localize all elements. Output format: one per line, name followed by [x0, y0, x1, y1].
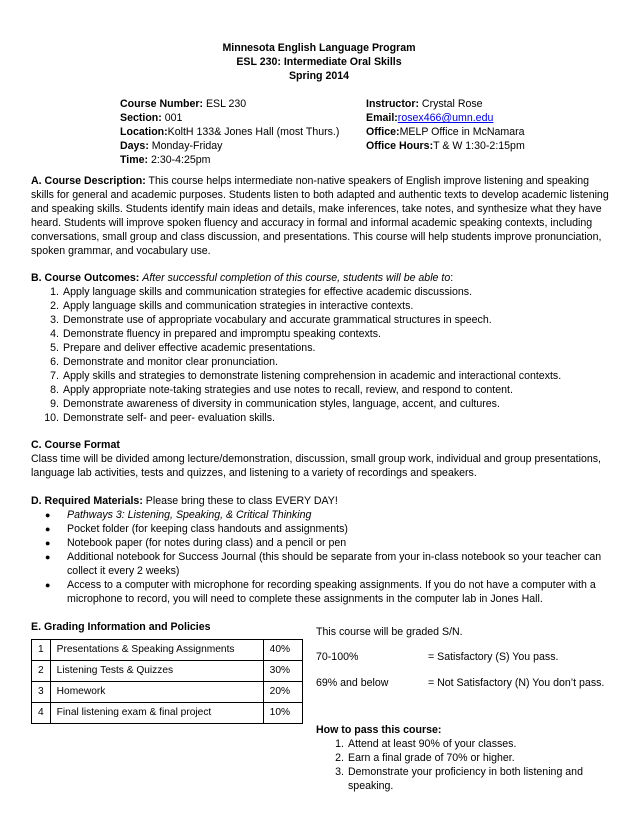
- grade-range-pass: 70-100%: [316, 651, 359, 663]
- bullet-icon: ●: [45, 524, 51, 534]
- how-to-pass-title: How to pass this course:: [316, 724, 442, 736]
- required-materials: [31, 494, 611, 606]
- list-item: 4. Demonstrate fluency in prepared and impromptu speaking contexts.: [50, 328, 381, 340]
- section-e-title: E. Grading Information and Policies: [31, 621, 211, 633]
- how-to-pass: [316, 723, 616, 793]
- bullet-icon: ●: [45, 552, 51, 562]
- bullet-icon: ●: [45, 538, 51, 548]
- grading-table: [31, 639, 303, 724]
- section-b-title: B. Course Outcomes:: [31, 272, 140, 284]
- term-title: Spring 2014: [288, 70, 350, 82]
- list-item: ● Notebook paper (for notes during class) and a pencil or pen: [45, 537, 347, 549]
- list-item: 3. Demonstrate use of appropriate vocabulary and accurate grammatical structures in speech.: [50, 314, 492, 326]
- course-outcomes: [31, 271, 611, 425]
- email-link[interactable]: rosex466@umn.edu: [397, 112, 494, 124]
- section-c-text: Class time will be divided among lecture/demonstration, discussion, small group work, individual and group presentations, language lab activities, tests and quizzes, and listening to a variety of recordings and speakers.: [31, 453, 601, 479]
- section-a-title: A. Course Description:: [31, 175, 146, 187]
- section-b-intro: After successful completion of this course, students will be able to: [142, 272, 451, 284]
- grade-result-fail: = Not Satisfactory (N) You don’t pass.: [428, 677, 605, 689]
- email-line: Email:rosex466@umn.edu: [366, 112, 494, 124]
- grade-range-fail: 69% and below: [316, 677, 389, 689]
- list-item: 1. Apply language skills and communication strategies for effective academic discussions.: [50, 286, 473, 298]
- list-item: 5. Prepare and deliver effective academic presentations.: [50, 342, 316, 354]
- list-item: ● Additional notebook for Success Journal (this should be separate from your in-class notebook so your teacher can collect it every 2 weeks): [45, 551, 602, 577]
- office-hours-line: Office Hours:T & W 1:30-2:15pm: [366, 140, 525, 152]
- list-item: 2. Earn a final grade of 70% or higher.: [335, 752, 515, 764]
- list-item: 6. Demonstrate and monitor clear pronunciation.: [50, 356, 278, 368]
- instructor-line: Instructor: Crystal Rose: [366, 98, 483, 110]
- list-item: ● Pocket folder (for keeping class handouts and assignments): [45, 523, 348, 535]
- list-item: 1. Attend at least 90% of your classes.: [335, 738, 517, 750]
- location-line: Location:KoltH 133& Jones Hall (most Thurs.): [120, 126, 340, 138]
- materials-list: [31, 508, 611, 606]
- list-item: 10. Demonstrate self- and peer- evaluation skills.: [44, 412, 275, 424]
- course-info-left: [120, 97, 350, 167]
- grade-result-pass: = Satisfactory (S) You pass.: [428, 651, 559, 663]
- time-line: Time: 2:30-4:25pm: [120, 154, 211, 166]
- course-title: ESL 230: Intermediate Oral Skills: [236, 56, 402, 68]
- bullet-icon: ●: [45, 580, 51, 590]
- table-row: 4 Final listening exam & final project 10%: [32, 703, 303, 724]
- grading-section: [31, 620, 303, 724]
- list-item: 9. Demonstrate awareness of diversity in communication styles, language, accent, and cultures.: [50, 398, 500, 410]
- bullet-icon: ●: [45, 510, 51, 520]
- list-item: ● Access to a computer with microphone for recording speaking assignments. If you do not have a computer with a microphone to record, you will need to complete these assignments in the computer lab in Jones Hall.: [45, 579, 596, 605]
- section-d-title: D. Required Materials:: [31, 495, 143, 507]
- section-a-text: This course helps intermediate non-native speakers of English improve listening and speaking skills for general and academic purposes. Students listen to both adapted and authentic texts to develop academic listening and speaking skills. Students identify main ideas and details, make inferences, take notes, and synthesize what they have heard. Students will improve spoken fluency and accuracy in formal and informal academic speaking contexts, including conversations, small group and class discussion, and presentations. This course will help students improve pronunciation, spoken grammar, and vocabulary use.: [31, 175, 609, 257]
- section-d-intro: Please bring these to class EVERY DAY!: [142, 495, 338, 507]
- list-item: ● Pathways 3: Listening, Speaking, & Critical Thinking: [45, 509, 312, 521]
- office-line: Office:MELP Office in McNamara: [366, 126, 525, 138]
- how-to-pass-list: [326, 737, 616, 793]
- list-item: 2. Apply language skills and communication strategies in interactive contexts.: [50, 300, 414, 312]
- section-d-heading: [31, 494, 611, 508]
- program-title: Minnesota English Language Program: [222, 42, 416, 54]
- list-item: 8. Apply appropriate note-taking strategies and use notes to recall, review, and respond to content.: [50, 384, 513, 396]
- grading-note: This course will be graded S/N.: [316, 626, 463, 638]
- section-line: Section: 001: [120, 112, 183, 124]
- list-item: 3. Demonstrate your proficiency in both listening and speaking.: [335, 766, 583, 792]
- outcomes-list: [41, 285, 611, 425]
- course-info-right: [366, 97, 616, 153]
- section-c-title: C. Course Format: [31, 439, 120, 451]
- table-row: 1 Presentations & Speaking Assignments 40%: [32, 640, 303, 661]
- course-description: [31, 174, 611, 258]
- course-number-line: Course Number: ESL 230: [120, 98, 247, 110]
- course-format: [31, 438, 611, 480]
- list-item: 7. Apply skills and strategies to demonstrate listening comprehension in academic and interactional contexts.: [50, 370, 562, 382]
- table-row: 2 Listening Tests & Quizzes 30%: [32, 661, 303, 682]
- section-b-heading: B. Course Outcomes: After successful completion of this course, students will be able to:: [31, 272, 454, 284]
- table-row: 3 Homework 20%: [32, 682, 303, 703]
- days-line: Days: Monday-Friday: [120, 140, 223, 152]
